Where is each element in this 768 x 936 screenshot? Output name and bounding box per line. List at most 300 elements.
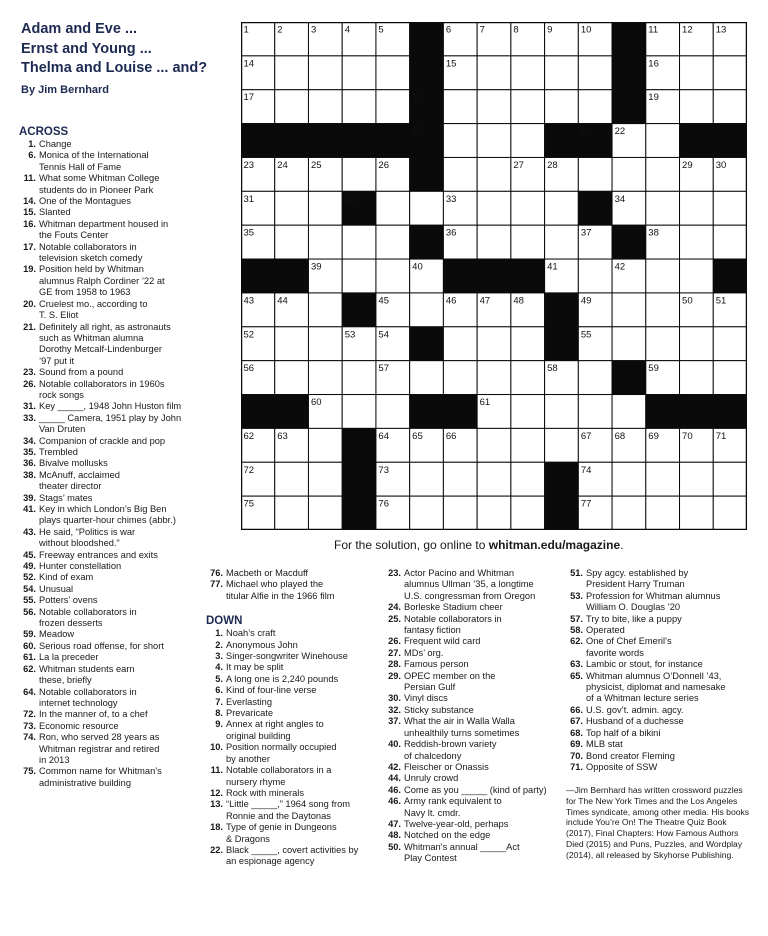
across-clue[interactable] — [19, 401, 204, 412]
grid-cell[interactable] — [680, 327, 714, 361]
across-clue[interactable] — [19, 322, 204, 368]
across-clue[interactable] — [19, 732, 204, 766]
clue-number: 75 — [243, 498, 255, 510]
grid-cell[interactable] — [680, 225, 714, 259]
clue-number: 20 — [412, 126, 423, 138]
clue-number: 50 — [682, 295, 693, 307]
down-clue[interactable] — [566, 762, 761, 773]
down-clue[interactable] — [566, 625, 761, 636]
grid-cell[interactable] — [511, 327, 545, 361]
grid-cell[interactable] — [443, 157, 477, 191]
down-clue[interactable] — [384, 614, 564, 637]
down-clue[interactable] — [206, 708, 386, 719]
grid-cell[interactable] — [713, 327, 747, 361]
down-clue[interactable] — [566, 568, 761, 591]
down-clue[interactable] — [384, 796, 564, 819]
grid-cell[interactable] — [477, 225, 511, 259]
clue-num: 47. — [388, 818, 401, 829]
grid-cell[interactable] — [511, 225, 545, 259]
across-clue[interactable] — [19, 173, 204, 196]
grid-cell[interactable] — [477, 124, 511, 158]
grid-cell[interactable] — [713, 56, 747, 90]
across-clue[interactable] — [19, 458, 204, 469]
black-square — [545, 124, 579, 158]
grid-cell[interactable] — [342, 225, 376, 259]
grid-cell[interactable] — [680, 496, 714, 530]
black-square — [275, 124, 309, 158]
black-square — [713, 124, 747, 158]
clue-num: 17. — [23, 241, 36, 252]
grid-cell[interactable] — [713, 191, 747, 225]
grid-cell[interactable] — [713, 90, 747, 124]
clue-num: 5. — [215, 673, 223, 684]
clue-number: 59 — [648, 363, 659, 375]
clue-text: Kind of four-line verse — [226, 685, 317, 696]
across-clue[interactable] — [19, 242, 204, 265]
clue-number: 18 — [412, 92, 423, 104]
grid-cell[interactable] — [511, 395, 545, 429]
grid-cell[interactable] — [376, 395, 410, 429]
down-clue[interactable] — [566, 659, 761, 670]
down-clue[interactable] — [206, 674, 386, 685]
across-clue[interactable] — [19, 721, 204, 732]
grid-cell[interactable] — [646, 327, 680, 361]
grid-cell[interactable] — [275, 56, 309, 90]
down-clue[interactable] — [566, 728, 761, 739]
down-clue[interactable] — [206, 697, 386, 708]
down-clue[interactable] — [206, 845, 386, 868]
grid-cell[interactable] — [578, 90, 612, 124]
grid-cell[interactable] — [477, 56, 511, 90]
across-clue[interactable] — [19, 379, 204, 402]
grid-cell[interactable] — [308, 361, 342, 395]
clue-num: 7. — [215, 696, 223, 707]
across-clue[interactable] — [19, 561, 204, 572]
clue-number: 31 — [243, 193, 255, 205]
grid-cell[interactable] — [477, 462, 511, 496]
clue-text: Whitman’s annual _____Act Play Contest — [404, 841, 520, 864]
across-clue[interactable] — [19, 629, 204, 640]
grid-cell[interactable] — [443, 90, 477, 124]
across-clue[interactable] — [19, 264, 204, 298]
grid-cell[interactable] — [511, 496, 545, 530]
clue-text: Macbeth or Macduff — [226, 568, 308, 578]
grid-cell[interactable] — [275, 361, 309, 395]
grid-cell[interactable] — [342, 90, 376, 124]
grid-cell[interactable] — [511, 428, 545, 462]
clue-text: Definitely all right, as astronauts such as Whitman alumna Dorothy Metcalf-Lindenburger ’97 put it — [39, 321, 171, 366]
grid-cell[interactable] — [545, 428, 579, 462]
grid-cell[interactable] — [646, 157, 680, 191]
grid-cell[interactable] — [308, 191, 342, 225]
clue-text: Actor Pacino and Whitman alumnus Ullman ’35, a longtime U.S. congressman from Oregon — [404, 568, 536, 601]
across-clue[interactable] — [19, 470, 204, 493]
grid-cell[interactable] — [275, 462, 309, 496]
clue-number: 4 — [344, 24, 350, 36]
grid-cell[interactable] — [545, 90, 579, 124]
across-clue[interactable] — [19, 139, 204, 150]
clue-num: 11. — [210, 765, 223, 776]
down-clue[interactable] — [206, 788, 386, 799]
down-clue[interactable] — [206, 685, 386, 696]
grid-cell[interactable] — [410, 462, 444, 496]
grid-cell[interactable] — [713, 496, 747, 530]
grid-cell[interactable] — [308, 293, 342, 327]
clue-num: 46. — [388, 796, 401, 807]
grid-cell[interactable] — [275, 327, 309, 361]
grid-cell[interactable] — [578, 157, 612, 191]
grid-cell[interactable] — [713, 462, 747, 496]
grid-cell[interactable] — [511, 90, 545, 124]
grid-cell[interactable] — [443, 124, 477, 158]
grid-cell[interactable] — [443, 327, 477, 361]
grid-cell[interactable] — [275, 90, 309, 124]
clue-number: 45 — [378, 295, 390, 307]
black-square — [545, 496, 579, 530]
down-clue[interactable] — [206, 640, 386, 651]
grid-cell[interactable] — [612, 496, 646, 530]
down-clue[interactable] — [206, 822, 386, 845]
grid-cell[interactable] — [612, 293, 646, 327]
grid-cell[interactable] — [612, 327, 646, 361]
across-clue[interactable] — [19, 550, 204, 561]
clue-num: 66. — [570, 704, 583, 715]
clue-text: Serious road offense, for short — [39, 640, 164, 651]
grid-cell[interactable] — [646, 259, 680, 293]
clue-text: Notched on the edge — [404, 830, 491, 841]
black-square — [241, 259, 275, 293]
clue-text: McAnuff, acclaimed theater director — [39, 469, 120, 492]
grid-cell[interactable] — [578, 56, 612, 90]
clue-num: 41. — [23, 504, 36, 514]
grid-cell[interactable] — [578, 395, 612, 429]
down-clue[interactable] — [206, 799, 386, 822]
grid-cell[interactable] — [578, 361, 612, 395]
clue-num: 62. — [23, 663, 36, 674]
down-clue[interactable] — [206, 628, 386, 639]
grid-cell[interactable] — [443, 361, 477, 395]
grid-cell[interactable] — [680, 90, 714, 124]
clue-num: 69. — [570, 739, 583, 750]
down-clue[interactable] — [206, 719, 386, 742]
black-square — [342, 293, 376, 327]
down-clue[interactable] — [384, 739, 564, 762]
clue-text: La la preceder — [39, 652, 99, 663]
grid-cell[interactable] — [477, 327, 511, 361]
black-square — [477, 259, 511, 293]
down-clue[interactable] — [206, 742, 386, 765]
clue-num: 54. — [23, 583, 36, 594]
grid-cell[interactable] — [308, 327, 342, 361]
across-clue[interactable] — [206, 579, 386, 602]
solution-link[interactable]: whitman.edu/magazine — [488, 538, 621, 552]
grid-cell[interactable] — [342, 157, 376, 191]
clue-number: 26 — [378, 159, 390, 171]
clue-text: Monica of the International Tennis Hall of Fame — [39, 150, 149, 172]
down-clue[interactable] — [384, 602, 564, 613]
clue-number: 47 — [479, 295, 491, 307]
grid-cell[interactable] — [646, 124, 680, 158]
clue-number: 76 — [378, 498, 390, 510]
grid-cell[interactable] — [410, 293, 444, 327]
clue-text: Whitman students earn these, briefly — [39, 663, 135, 686]
grid-cell[interactable] — [680, 259, 714, 293]
clue-number: 34 — [614, 193, 626, 205]
clue-text: Trembled — [39, 446, 78, 457]
grid-cell[interactable] — [545, 225, 579, 259]
down-clue[interactable] — [384, 705, 564, 716]
clue-number: 9 — [547, 24, 553, 36]
clue-num: 20. — [23, 298, 36, 309]
grid-cell[interactable] — [477, 90, 511, 124]
clue-num: 2. — [215, 639, 223, 650]
clue-number: 77 — [580, 498, 592, 510]
across-clue[interactable] — [19, 766, 204, 789]
grid-cell[interactable] — [612, 157, 646, 191]
clue-text: Key _____, 1948 John Huston film — [39, 401, 182, 412]
grid-cell[interactable] — [342, 361, 376, 395]
black-square — [545, 293, 579, 327]
clue-num: 13. — [210, 799, 223, 810]
clue-num: 64. — [23, 686, 36, 697]
across-clue[interactable] — [19, 299, 204, 322]
clue-num: 32. — [388, 704, 401, 715]
clue-num: 55. — [23, 595, 36, 606]
clue-num: 6. — [215, 685, 223, 696]
clue-number: 70 — [682, 430, 693, 442]
black-square — [342, 428, 376, 462]
grid-cell[interactable] — [578, 259, 612, 293]
grid-cell[interactable] — [713, 361, 747, 395]
down-clue[interactable] — [384, 659, 564, 670]
clue-num: 62. — [570, 636, 583, 647]
grid-cell[interactable] — [511, 124, 545, 158]
across-clue[interactable] — [19, 196, 204, 207]
across-clue[interactable] — [19, 527, 204, 550]
clue-number: 43 — [243, 295, 255, 307]
clue-number: 48 — [513, 295, 524, 307]
down-clue[interactable] — [384, 773, 564, 784]
grid-cell[interactable] — [511, 462, 545, 496]
grid-cell[interactable] — [376, 225, 410, 259]
grid-cell[interactable] — [308, 56, 342, 90]
crossword-grid[interactable] — [241, 22, 747, 530]
clue-text: He said, “Politics is war without bloodshed.” — [39, 526, 136, 549]
grid-cell[interactable] — [545, 395, 579, 429]
down-clue[interactable] — [384, 671, 564, 694]
grid-cell[interactable] — [545, 191, 579, 225]
clue-num: 8. — [215, 708, 223, 719]
grid-cell[interactable] — [680, 191, 714, 225]
grid-cell[interactable] — [477, 496, 511, 530]
down-clue[interactable] — [384, 716, 564, 739]
down-clue[interactable] — [384, 762, 564, 773]
grid-cell[interactable] — [545, 56, 579, 90]
puzzle-title — [21, 20, 231, 79]
solution-prefix: For the solution, go online to — [334, 538, 489, 552]
clue-number: 17 — [243, 92, 255, 104]
down-clue[interactable] — [384, 785, 564, 796]
clue-text: Position held by Whitman alumnus Ralph Cordiner ’22 at GE from 1958 to 1963 — [39, 264, 165, 298]
grid-cell[interactable] — [646, 293, 680, 327]
clue-number: 41 — [547, 261, 558, 273]
clue-number: 52 — [243, 329, 255, 341]
clue-text: Notable collaborators in frozen desserts — [39, 606, 137, 629]
clue-num: 22. — [210, 844, 223, 855]
grid-cell[interactable] — [646, 496, 680, 530]
grid-cell[interactable] — [680, 56, 714, 90]
grid-cell[interactable] — [646, 462, 680, 496]
down-clue[interactable] — [566, 716, 761, 727]
down-clue[interactable] — [206, 651, 386, 662]
clue-num: 25. — [388, 613, 401, 624]
clue-number: 2 — [277, 24, 283, 36]
clue-num: 34. — [23, 435, 36, 446]
down-clue[interactable] — [566, 751, 761, 762]
grid-cell[interactable] — [713, 225, 747, 259]
grid-cell[interactable] — [410, 191, 444, 225]
down-clue[interactable] — [566, 671, 761, 705]
black-square — [410, 157, 444, 191]
grid-cell[interactable] — [275, 496, 309, 530]
across-clue[interactable] — [19, 641, 204, 652]
clue-number: 29 — [682, 159, 693, 171]
grid-cell[interactable] — [477, 361, 511, 395]
down-clue[interactable] — [206, 765, 386, 788]
across-clue[interactable] — [19, 607, 204, 630]
grid-cell[interactable] — [511, 361, 545, 395]
down-clue[interactable] — [566, 591, 761, 614]
clue-number: 42 — [614, 261, 626, 273]
across-clue[interactable] — [19, 436, 204, 447]
down-clue[interactable] — [384, 648, 564, 659]
black-square — [410, 327, 444, 361]
grid-cell[interactable] — [308, 90, 342, 124]
down-clue[interactable] — [566, 739, 761, 750]
across-clue[interactable] — [19, 504, 204, 527]
across-clue[interactable] — [19, 447, 204, 458]
grid-cell[interactable] — [410, 361, 444, 395]
clue-text: Companion of crackle and pop — [39, 435, 166, 446]
down-clue[interactable] — [206, 662, 386, 673]
clue-num: 33. — [23, 412, 36, 423]
clue-number: 73 — [378, 464, 390, 476]
clue-text: Famous person — [404, 659, 469, 670]
down-clue[interactable] — [384, 568, 564, 602]
grid-cell[interactable] — [477, 157, 511, 191]
clue-number: 33 — [445, 193, 457, 205]
grid-cell[interactable] — [376, 259, 410, 293]
grid-cell[interactable] — [680, 462, 714, 496]
grid-cell[interactable] — [511, 191, 545, 225]
across-clue[interactable] — [19, 584, 204, 595]
across-clue[interactable] — [19, 493, 204, 504]
black-square — [342, 124, 376, 158]
grid-cell[interactable] — [511, 56, 545, 90]
grid-cell[interactable] — [308, 428, 342, 462]
grid-cell[interactable] — [275, 191, 309, 225]
clue-num: 26. — [388, 636, 401, 647]
grid-cell[interactable] — [376, 191, 410, 225]
across-clue[interactable] — [19, 687, 204, 710]
down-clue[interactable] — [384, 842, 564, 865]
clue-text: It may be split — [226, 662, 284, 673]
clue-number: 11 — [648, 24, 659, 36]
grid-cell[interactable] — [342, 395, 376, 429]
across-clue[interactable] — [206, 568, 386, 579]
clue-number: 65 — [412, 430, 423, 442]
across-clue[interactable] — [19, 413, 204, 436]
clue-text: Singer-songwriter Winehouse — [226, 651, 348, 662]
across-clue[interactable] — [19, 652, 204, 663]
grid-cell[interactable] — [308, 496, 342, 530]
down-clue[interactable] — [384, 819, 564, 830]
clue-text: Michael who played the titular Alfie in the 1966 film — [226, 579, 335, 601]
across-clue[interactable] — [19, 572, 204, 583]
grid-cell[interactable] — [680, 361, 714, 395]
across-clue[interactable] — [19, 207, 204, 218]
grid-cell[interactable] — [612, 462, 646, 496]
grid-cell[interactable] — [342, 259, 376, 293]
clue-num: 74. — [23, 732, 36, 743]
across-clue[interactable] — [19, 664, 204, 687]
grid-cell[interactable] — [443, 462, 477, 496]
clue-num: 51. — [570, 568, 583, 578]
clue-text: Common name for Whitman’s administrative building — [39, 766, 162, 788]
down-clue[interactable] — [566, 614, 761, 625]
clue-num: 16. — [23, 218, 36, 229]
grid-cell[interactable] — [376, 90, 410, 124]
across-clue[interactable] — [19, 595, 204, 606]
clue-text: Whitman department housed in the Fouts Center — [39, 218, 169, 241]
clue-num: 23. — [388, 568, 401, 578]
across-clue[interactable] — [19, 709, 204, 720]
clue-number: 56 — [243, 363, 255, 375]
across-clue[interactable] — [19, 367, 204, 378]
grid-cell[interactable] — [275, 225, 309, 259]
grid-cell[interactable] — [308, 225, 342, 259]
down-clue[interactable] — [384, 636, 564, 647]
grid-cell[interactable] — [443, 496, 477, 530]
clue-number: 10 — [580, 24, 592, 36]
grid-cell[interactable] — [612, 395, 646, 429]
down-clue[interactable] — [566, 636, 761, 659]
section-heading: ACROSS — [19, 126, 69, 138]
grid-cell[interactable] — [646, 191, 680, 225]
grid-cell[interactable] — [477, 191, 511, 225]
grid-cell[interactable] — [477, 428, 511, 462]
clue-num: 15. — [23, 207, 36, 218]
grid-cell[interactable] — [376, 56, 410, 90]
grid-cell[interactable] — [410, 496, 444, 530]
down-clue[interactable] — [566, 705, 761, 716]
clue-text: Change — [39, 139, 72, 149]
clue-column-1 — [19, 125, 204, 789]
down-clue[interactable] — [384, 693, 564, 704]
black-square — [612, 361, 646, 395]
clue-num: 45. — [23, 549, 36, 560]
grid-cell[interactable] — [342, 56, 376, 90]
clue-number: 32 — [344, 193, 356, 205]
across-clue[interactable] — [19, 219, 204, 242]
grid-cell[interactable] — [308, 462, 342, 496]
clue-num: 43. — [23, 526, 36, 537]
black-square — [713, 395, 747, 429]
clue-text: Profession for Whitman alumnus William O. Douglas ’20 — [586, 590, 721, 613]
across-clue[interactable] — [19, 150, 204, 173]
down-clue[interactable] — [384, 830, 564, 841]
black-square — [578, 191, 612, 225]
